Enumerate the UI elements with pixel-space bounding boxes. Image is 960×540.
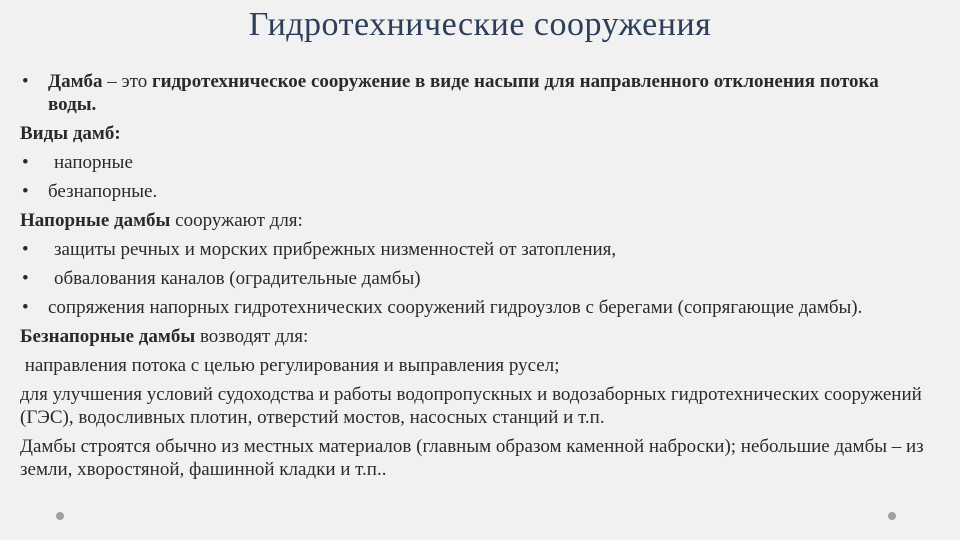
pressure-heading: Напорные дамбы сооружают для: xyxy=(20,210,303,231)
list-item: • безнапорные. xyxy=(22,181,158,202)
list-item: • защиты речных и морских прибрежных низменностей от затопления, xyxy=(22,239,617,260)
term-dam: Дамба xyxy=(48,71,103,92)
types-heading: Виды дамб: xyxy=(20,123,121,144)
decorative-dot-right xyxy=(888,512,896,520)
nonpressure-line-1: направления потока с целью регулирования и выправления русел; xyxy=(20,355,560,376)
bullet-icon: • xyxy=(22,239,29,260)
bullet-icon: • xyxy=(22,152,29,173)
nonpressure-heading: Безнапорные дамбы возводят для: xyxy=(20,326,309,347)
list-item: • обвалования каналов (оградительные дамбы) xyxy=(22,268,421,289)
bullet-icon: • xyxy=(22,71,29,92)
bullet-icon: • xyxy=(22,297,29,318)
definition-connector: – это xyxy=(102,71,152,92)
list-item: • сопряжения напорных гидротехнических сооружений гидроузлов с берегами (сопрягающие дамбы). xyxy=(22,297,863,318)
decorative-dot-left xyxy=(56,512,64,520)
list-item: • напорные xyxy=(22,152,133,173)
bullet-icon: • xyxy=(22,268,29,289)
slide-body xyxy=(20,70,930,481)
nonpressure-line-2: для улучшения условий судоходства и работы водопропускных и водозаборных гидротехнических сооружений (ГЭС), водосливных плотин, отверстий мостов, насосных станций и т.п. xyxy=(20,384,922,428)
definition-text: гидротехническое сооружение в виде насыпи для направленного отклонения потока воды. xyxy=(48,71,879,115)
slide-title: Гидротехнические сооружения xyxy=(248,6,712,43)
definition-paragraph xyxy=(20,70,930,116)
closing-paragraph: Дамбы строятся обычно из местных материалов (главным образом каменной наброски); небольшие дамбы – из земли, хворостяной, фашинной кладки и т.п.. xyxy=(20,436,924,480)
bullet-icon: • xyxy=(22,181,29,202)
